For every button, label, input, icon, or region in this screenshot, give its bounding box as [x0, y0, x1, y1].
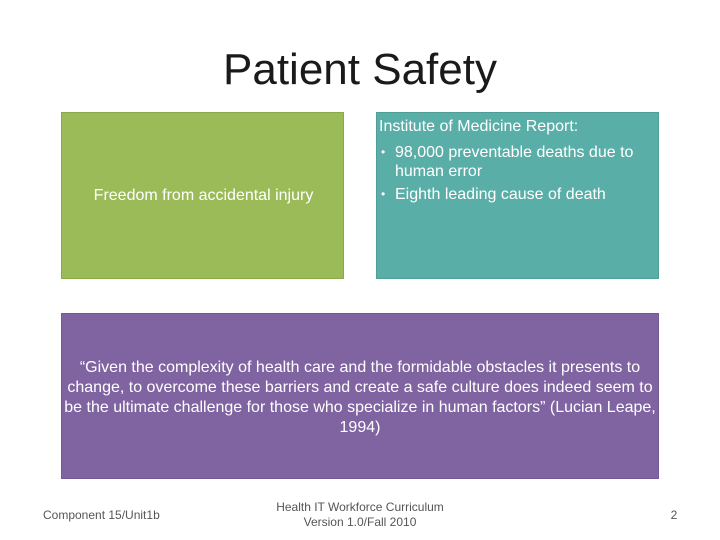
footer-curriculum-line2: Version 1.0/Fall 2010 [303, 515, 417, 529]
footer-curriculum-line1: Health IT Workforce Curriculum [276, 500, 444, 514]
iom-report-box [376, 112, 659, 279]
list-item-text: 98,000 preventable deaths due to human error [395, 144, 634, 180]
footer-component: Component 15/Unit1b [43, 508, 160, 522]
quote-box [61, 313, 659, 479]
footer-curriculum [240, 500, 480, 530]
definition-box [61, 112, 344, 279]
bullet-icon: • [381, 187, 386, 201]
slide-title: Patient Safety [223, 45, 497, 94]
iom-report-list [379, 143, 654, 208]
list-item [379, 185, 654, 204]
bullet-icon: • [381, 145, 386, 159]
page-number: 2 [670, 508, 678, 522]
list-item-text: Eighth leading cause of death [395, 186, 606, 203]
quote-text: “Given the complexity of health care and the formidable obstacles it presents to change, to overcome these barriers and create a safe culture does indeed seem to be the ultimate challenge for those who specialize in human factors” (Lucian Leape, 1994) [64, 359, 656, 436]
list-item [379, 143, 654, 181]
iom-report-heading: Institute of Medicine Report: [379, 118, 579, 135]
definition-text: Freedom from accidental injury [93, 187, 314, 204]
